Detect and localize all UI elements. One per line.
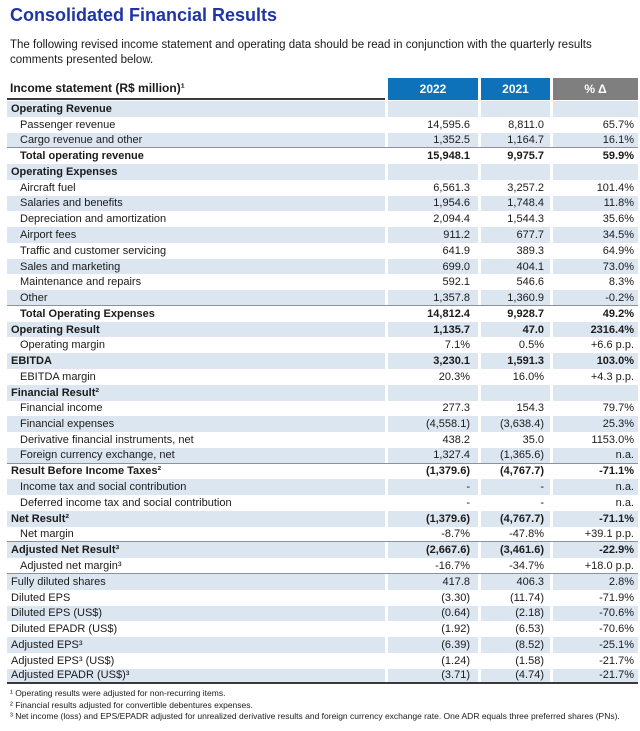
row-label: Financial Result² (7, 385, 385, 401)
value-delta: 65.7% (602, 118, 634, 131)
value-2022: 7.1% (444, 339, 470, 352)
row-label: Financial expenses (7, 416, 385, 432)
row-label: Operating Expenses (7, 164, 385, 180)
value-2022: 3,230.1 (388, 353, 478, 369)
value-2022 (388, 164, 478, 180)
table-row (7, 243, 638, 259)
value-delta: n.a. (615, 497, 634, 510)
value-2021: - (540, 497, 544, 510)
value-2021: 1,591.3 (481, 353, 550, 369)
row-label: Adjusted EPADR (US$)³ (7, 669, 385, 683)
value-delta: 59.9% (602, 150, 634, 163)
value-2022: -16.7% (435, 559, 470, 572)
table-row (7, 495, 638, 511)
value-delta: -71.1% (553, 511, 638, 527)
table-row (7, 117, 638, 133)
value-delta: n.a. (553, 448, 638, 463)
value-2022: (1,379.6) (425, 465, 470, 478)
value-2022: 277.3 (442, 402, 470, 415)
value-2021: (1,365.6) (481, 448, 550, 463)
table-row (7, 101, 638, 117)
value-2022: (2,667.6) (388, 542, 478, 558)
value-delta: 2316.4% (553, 322, 638, 338)
row-label: Diluted EPADR (US$) (11, 623, 118, 636)
value-2021: 389.3 (516, 244, 544, 257)
value-2021: 1,360.9 (481, 290, 550, 305)
value-delta: -25.1% (553, 637, 638, 653)
value-delta: 79.7% (602, 402, 634, 415)
value-2022 (388, 385, 478, 401)
value-delta: 64.9% (602, 244, 634, 257)
value-2022 (388, 101, 478, 117)
table-row (7, 290, 638, 306)
value-delta: 2.8% (553, 574, 638, 590)
table-row (7, 479, 638, 495)
row-label: Other (7, 290, 385, 305)
value-delta: 34.5% (553, 227, 638, 243)
value-2021: 0.5% (518, 339, 544, 352)
value-2021: 1,544.3 (507, 213, 544, 226)
value-delta: -22.9% (553, 542, 638, 558)
value-2022: (6.39) (388, 637, 478, 653)
value-delta: 101.4% (596, 181, 634, 194)
table-row (7, 385, 638, 401)
table-row (7, 353, 638, 369)
value-delta: +39.1 p.p. (584, 528, 634, 541)
row-label: EBITDA (7, 353, 385, 369)
table-row (7, 432, 638, 448)
value-2022: 1,954.6 (388, 196, 478, 212)
row-label: Net margin (20, 528, 74, 541)
value-delta: -71.9% (599, 591, 634, 604)
table-row (7, 574, 638, 590)
value-2021: (4,767.7) (481, 511, 550, 527)
table-row (7, 542, 638, 558)
value-2022: 6,561.3 (433, 181, 470, 194)
value-2022: - (466, 497, 470, 510)
table-row (7, 227, 638, 243)
row-label: Result Before Income Taxes² (11, 465, 162, 478)
value-delta: +18.0 p.p. (584, 559, 634, 572)
footnote-2: ² Financial results adjusted for convertible debentures expenses. (10, 699, 253, 710)
value-2021 (481, 385, 550, 401)
value-2022: 2,094.4 (433, 213, 470, 226)
table-row (7, 558, 638, 574)
value-delta: +6.6 p.p. (590, 339, 634, 352)
intro-paragraph: The following revised income statement and operating data should be read in conjunction with the quarterly results comments presented below. (10, 39, 592, 66)
row-label: Deferred income tax and social contribution (20, 497, 232, 510)
value-delta: -70.6% (553, 606, 638, 622)
value-2021: (1.58) (515, 654, 544, 667)
value-delta: -0.2% (553, 290, 638, 305)
value-2021: 8,811.0 (508, 118, 544, 131)
value-2021: 35.0 (522, 433, 544, 446)
table-row (7, 148, 638, 164)
value-2021: 154.3 (516, 402, 544, 415)
row-label: Diluted EPS (US$) (7, 606, 385, 622)
row-label: Operating Result (7, 322, 385, 338)
table-row (7, 464, 638, 480)
value-2022: (1,379.6) (388, 511, 478, 527)
value-2021: (11.74) (509, 591, 544, 604)
table-row (7, 211, 638, 227)
footnote-1: ¹ Operating results were adjusted for non-recurring items. (10, 688, 226, 699)
value-2021: (4.74) (481, 669, 550, 683)
value-2021: 1,748.4 (481, 196, 550, 212)
row-label: Cargo revenue and other (7, 133, 385, 148)
row-label: Airport fees (7, 227, 385, 243)
value-delta: n.a. (553, 479, 638, 495)
row-label: Foreign currency exchange, net (7, 448, 385, 463)
row-label: Financial income (20, 402, 103, 415)
value-2021: 1,164.7 (481, 133, 550, 148)
row-label: Adjusted Net Result³ (7, 542, 385, 558)
value-2022: -8.7% (441, 528, 470, 541)
value-2022: 592.1 (442, 276, 470, 289)
value-2021: 677.7 (481, 227, 550, 243)
value-2021: 406.3 (481, 574, 550, 590)
table-row (7, 669, 638, 685)
value-2022: (3.30) (441, 591, 470, 604)
value-2022: 438.2 (442, 433, 470, 446)
value-2021: -34.7% (509, 559, 544, 572)
value-2022: 1,327.4 (388, 448, 478, 463)
row-label: Sales and marketing (7, 259, 385, 275)
table-header-row (7, 78, 638, 100)
table-row (7, 653, 638, 669)
table-body (7, 101, 638, 684)
value-2021 (481, 164, 550, 180)
footnote-3: ³ Net income (loss) and EPS/EPADR adjusted for unrealized derivative results and foreign currency exchange rate. One ADR equals three preferred shares (PNs). (10, 711, 620, 722)
table-row (7, 133, 638, 149)
table-row (7, 164, 638, 180)
row-label: Total Operating Expenses (20, 307, 155, 320)
value-delta: -21.7% (599, 654, 634, 667)
value-delta (553, 385, 638, 401)
value-2022: 1,135.7 (388, 322, 478, 338)
value-2021: - (481, 479, 550, 495)
value-2022: (1.24) (441, 654, 470, 667)
row-label: Adjusted EPS³ (US$) (11, 654, 115, 667)
page-title: Consolidated Financial Results (10, 5, 278, 25)
table-row (7, 606, 638, 622)
table-row (7, 621, 638, 637)
row-label: Net Result² (7, 511, 385, 527)
value-delta (553, 101, 638, 117)
table-row (7, 637, 638, 653)
value-delta: 35.6% (602, 213, 634, 226)
value-2022: 417.8 (388, 574, 478, 590)
value-2022: 699.0 (388, 259, 478, 275)
table-row (7, 590, 638, 606)
column-header-2022: 2022 (388, 78, 478, 100)
column-header-delta: % Δ (553, 78, 638, 100)
value-2022: 911.2 (388, 227, 478, 243)
value-2021: 546.6 (516, 276, 544, 289)
value-2022: - (388, 479, 478, 495)
table-row (7, 416, 638, 432)
row-label: Traffic and customer servicing (20, 244, 167, 257)
table-row (7, 369, 638, 385)
value-2021: (8.52) (481, 637, 550, 653)
value-delta: -71.1% (599, 465, 634, 478)
table-row (7, 527, 638, 543)
value-2022: 14,595.6 (427, 118, 470, 131)
row-label: Diluted EPS (11, 591, 71, 604)
value-delta (553, 164, 638, 180)
table-row (7, 322, 638, 338)
value-2021: -47.8% (509, 528, 544, 541)
value-2022: 20.3% (438, 370, 470, 383)
value-2022: 641.9 (442, 244, 470, 257)
value-2022: 15,948.1 (427, 150, 470, 163)
value-2022: 1,352.5 (388, 133, 478, 148)
value-delta: -21.7% (553, 669, 638, 683)
value-2021 (481, 101, 550, 117)
value-2022: (4,558.1) (388, 416, 478, 432)
value-delta: 1153.0% (591, 433, 634, 446)
value-2021: 9,975.7 (507, 150, 544, 163)
row-label: Adjusted EPS³ (7, 637, 385, 653)
value-2022: (1.92) (441, 623, 470, 636)
table-row (7, 259, 638, 275)
value-2022: 1,357.8 (388, 290, 478, 305)
column-header-2021: 2021 (481, 78, 550, 100)
value-2021: (3,461.6) (481, 542, 550, 558)
value-delta: +4.3 p.p. (590, 370, 634, 383)
value-delta: 103.0% (553, 353, 638, 369)
table-row (7, 180, 638, 196)
table-row (7, 196, 638, 212)
income-statement-table (7, 78, 638, 723)
table-row (7, 337, 638, 353)
row-label: Maintenance and repairs (20, 276, 142, 289)
footnotes (7, 688, 638, 723)
row-label: Operating Revenue (7, 101, 385, 117)
row-label: Depreciation and amortization (20, 213, 167, 226)
value-delta: 73.0% (553, 259, 638, 275)
row-label: EBITDA margin (20, 370, 96, 383)
value-2021: 16.0% (512, 370, 544, 383)
value-delta: 16.1% (553, 133, 638, 148)
table-row (7, 274, 638, 290)
value-delta: 25.3% (553, 416, 638, 432)
value-2021: 404.1 (481, 259, 550, 275)
table-row (7, 306, 638, 322)
row-label: Aircraft fuel (20, 181, 76, 194)
table-title: Income statement (R$ million)¹ (7, 78, 385, 100)
table-row (7, 401, 638, 417)
value-delta: 11.8% (553, 196, 638, 212)
row-label: Total operating revenue (20, 150, 144, 163)
value-2022: 14,812.4 (427, 307, 470, 320)
row-label: Salaries and benefits (7, 196, 385, 212)
value-2021: (4,767.7) (499, 465, 544, 478)
row-label: Passenger revenue (20, 118, 116, 131)
value-delta: 49.2% (602, 307, 634, 320)
value-2021: (3,638.4) (481, 416, 550, 432)
value-2021: 47.0 (481, 322, 550, 338)
value-2022: (0.64) (388, 606, 478, 622)
row-label: Adjusted net margin³ (20, 559, 122, 572)
value-2021: (6.53) (515, 623, 544, 636)
value-delta: 8.3% (608, 276, 634, 289)
value-delta: -70.6% (599, 623, 634, 636)
table-row (7, 448, 638, 464)
row-label: Operating margin (20, 339, 105, 352)
value-2021: 3,257.2 (507, 181, 544, 194)
row-label: Income tax and social contribution (7, 479, 385, 495)
value-2021: 9,928.7 (507, 307, 544, 320)
row-label: Fully diluted shares (7, 574, 385, 590)
financial-results-page (0, 4, 640, 723)
value-2021: (2.18) (481, 606, 550, 622)
value-2022: (3.71) (388, 669, 478, 683)
row-label: Derivative financial instruments, net (20, 433, 194, 446)
table-row (7, 511, 638, 527)
